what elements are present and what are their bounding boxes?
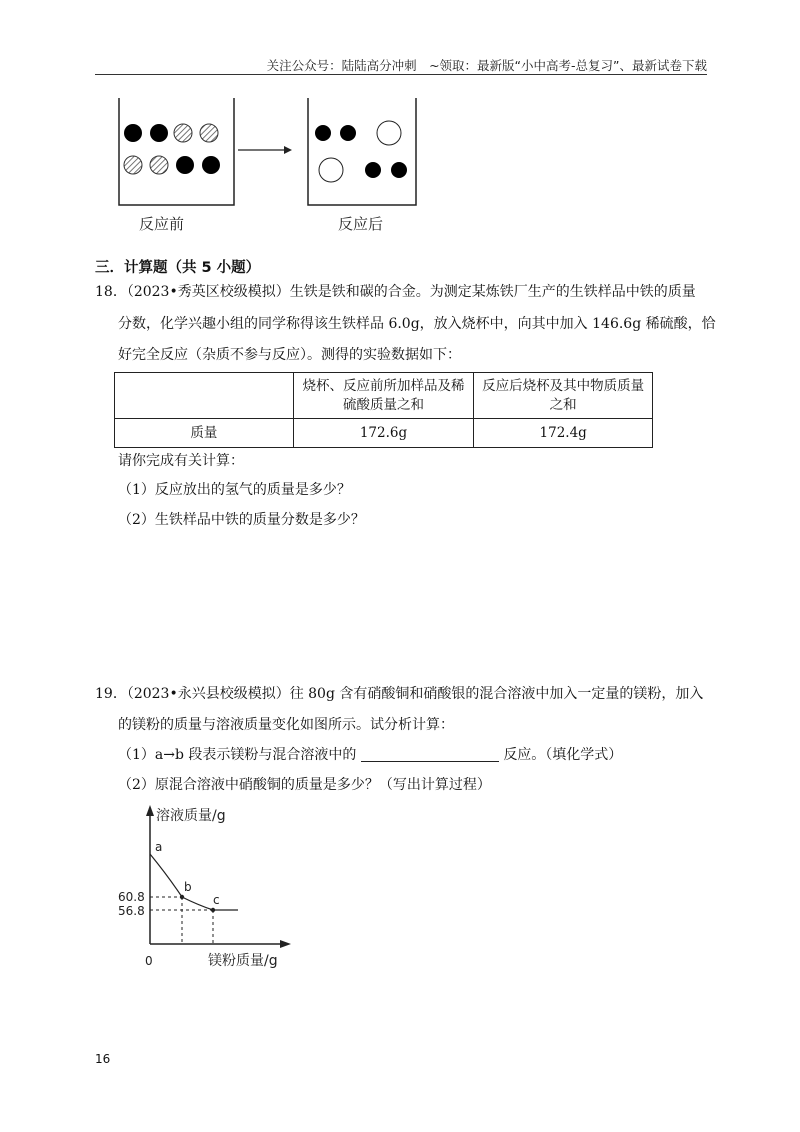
q19-sub1 [118,745,622,765]
q19-sub1-suffix: 反应。（填化学式） [503,747,623,763]
black-particle [365,162,381,178]
black-particle [202,156,220,174]
page-header: 关注公众号：陆陆高分冲刺 ~领取：最新版“小中高考-总复习”、最新试卷下载 [266,58,707,73]
black-particle [150,124,168,142]
table-header-row [115,373,653,419]
mass-curve-bc [182,897,213,910]
hatched-particle [124,156,142,174]
x-axis-label: 镁粉质量/g [208,953,278,969]
q18-prompt: 请你完成有关计算： [118,453,244,469]
q19-sub2: （2）原混合溶液中硝酸铜的质量是多少？（写出计算过程） [118,777,491,793]
black-particle [340,125,356,141]
reaction-diagram [110,95,440,240]
point-c-marker [211,908,215,912]
table-row [115,419,653,448]
header-rule [95,74,707,75]
q18-sub2: （2）生铁样品中铁的质量分数是多少？ [118,512,365,528]
q18-line3: 好完全反应（杂质不参与反应）。测得的实验数据如下： [118,347,461,363]
q18-sub1: （1）反应放出的氢气的质量是多少？ [118,482,351,498]
q18-data-table [114,372,653,448]
table-value-after: 172.4g [474,419,653,448]
section-title: 三．计算题（共 5 小题） [95,260,261,276]
tick-label-high: 60.8 [118,890,145,904]
q19-line1: 19．（2023•永兴县校级模拟）往 80g 含有硝酸铜和硝酸银的混合溶液中加入一定量的镁粉，加入 [95,686,704,702]
x-axis-arrow [280,940,291,948]
answer-blank[interactable] [361,747,499,762]
table-empty-cell [115,373,294,419]
point-b-marker [180,895,184,899]
white-particle [377,121,401,145]
q18-line1: 18．（2023•秀英区校级模拟）生铁是铁和碳的合金。为测定某炼铁厂生产的生铁样品中铁的质量 [95,284,696,300]
table-value-before: 172.6g [293,419,474,448]
hatched-particle [200,124,218,142]
table-row-label: 质量 [115,419,294,448]
point-c-label: c [213,893,220,907]
graph-svg [110,802,310,977]
point-b-label: b [184,880,192,894]
q18-line2: 分数，化学兴趣小组的同学称得该生铁样品 6.0g，放入烧杯中，向其中加入 146.6g 稀硫酸，恰 [118,316,716,332]
before-label: 反应前 [139,215,185,233]
beaker-after [308,98,416,205]
black-particle [315,125,331,141]
reaction-arrow-head [284,146,292,154]
mass-curve-ab [150,854,182,897]
white-particle [319,158,343,182]
after-label: 反应后 [338,215,384,233]
hatched-particle [150,156,168,174]
black-particle [176,156,194,174]
table-header-after: 反应后烧杯及其中物质质量之和 [474,373,653,419]
y-axis-label: 溶液质量/g [156,808,226,824]
black-particle [391,162,407,178]
tick-label-low: 56.8 [118,904,145,918]
beaker-before [119,98,234,205]
solution-mass-graph [110,802,310,977]
q19-line2: 的镁粉的质量与溶液质量变化如图所示。试分析计算： [118,717,454,733]
page-number: 16 [95,1052,111,1066]
black-particle [124,124,142,142]
y-axis-arrow [146,805,154,816]
q19-sub1-prefix: （1）a→b 段表示镁粉与混合溶液中的 [118,747,357,763]
origin-label: 0 [145,954,153,968]
point-a-label: a [155,840,163,854]
table-header-before: 烧杯、反应前所加样品及稀硫酸质量之和 [293,373,474,419]
hatched-particle [174,124,192,142]
